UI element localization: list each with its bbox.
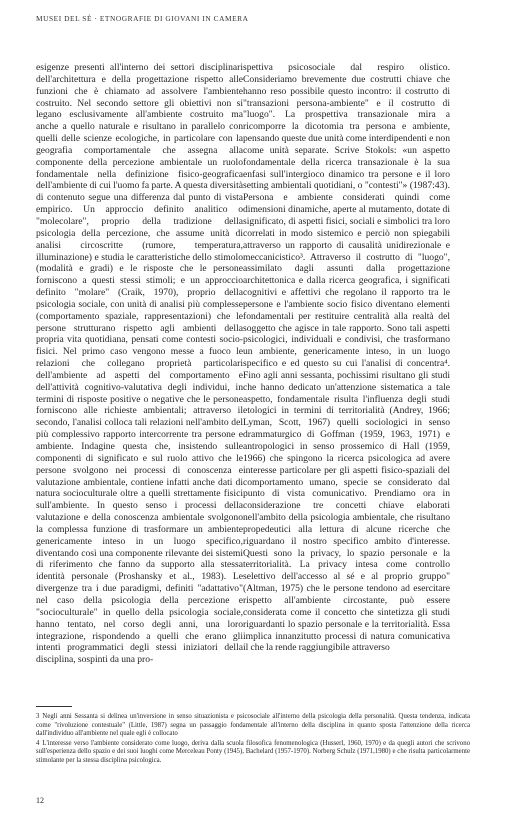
footnote-separator bbox=[36, 706, 72, 707]
footnotes bbox=[36, 713, 470, 767]
footnote-text: L'interesse verso l'ambiente considerato come luogo, deriva dalla scuola filosofica fenomenologica (Husserl, 1960, 1970) e da quegli autori che scrivono sull'esperienza dello spazio e dei suoi luoghi come Merceleau Ponty (1945), Bachelard (1957-1970). Norberg Schulz (1971,1980) e che risulta particolarmente stimolante per la stessa disciplina psicologica. bbox=[36, 739, 470, 764]
footnote-3 bbox=[36, 713, 470, 739]
footnote-text: Negli anni Sessanta si delinea un'inversione in senso situazionista e psicosociale all'interno della psicologia della personalità. Questa tendenza, indicata come "rivoluzione contestuale" (Little, 1987) segna un passaggio fondamentale all'interno della disciplina in quanto sposta l'attenzione della ricerca dall'individuo all'ambiente nel quale egli è collocato bbox=[36, 713, 470, 738]
body-text-left-column: esigenze presenti all'interno dei settori disciplinari dell'architettura e della progettazione rispetto alle funzioni che è chiamato ad assolvere l'ambiente costruito. Nel secondo settore gli obiettivi non si legano esclusivamente all'ambiente costruito ma anche a quello naturale e risultano in parallelo con quelli delle scienze ecologiche, in particolare con la geografia comportamentale che assegna alla componente della percezione ambientale un ruolo fondamentale nella definizione fisico-geografica dell'ambiente di cui l'uomo fa parte. A questa diversità di contenuto segue una differenza dal punto di vista empirico. Un approccio definito analitico o "molecolare", proprio della tradizione della psicologia della percezione, che assume unità di analisi circoscritte (rumore, temperatura, illuminazione) e studia le caratteristiche dello stimolo (modalità e gradi) e le risposte che le persone forniscono a questi stessi stimoli; e un approccio definito "molare" (Craik, 1970), proprio della psicologia sociale, con unità di analisi più complesse (comportamento spaziale, rappresentazioni) che le persone strutturano rispetto agli ambienti della propria vita quotidiana, pensati come contesti socio-fisici. Nel primo caso vengono messe a fuoco le relazioni che collegano proprietà particolari dell'ambiente ad aspetti del comportamento e dell'attività cognitivo-valutativa degli individui, in termini di risposte positive o negative che le persone forniscono alle richieste ambientali; attraverso il secondo, l'analisi colloca tali relazioni nell'ambito del più complessivo rapporto intercorrente tra persone e ambiente. Indagine questa che, insistendo sulle componenti di significato e sul ruolo attivo che le persone svolgono nei processi di conoscenza e valutazione ambientale, contiene infatti anche dati di natura socioculturale oltre a quelli strettamente fisici sull'ambiente. In questo senso i processi della valutazione e della conoscenza ambientale svolgono la complessa funzione di trasformare un ambiente genericamente inteso in un luogo specifico, diventando così una componente rilevante dei sistemi di riferimento che fanno da supporto alla stessa identità personale (Proshansky et al., 1983). Le divergenze tra i due paradigmi, definiti "adattativo" nel caso della psicologia della percezione e "socioculturale" in quello della psicologia sociale, hanno tentato, nel corso degli anni, una loro integrazione, rispondendo a quelli che erano gli intenti programmatici degli stessi iniziatori della disciplina, sospinti da una pro- bbox=[36, 62, 243, 666]
footnote-4 bbox=[36, 740, 470, 766]
footnote-number: 4 bbox=[36, 739, 40, 747]
footnote-number: 3 bbox=[36, 713, 40, 720]
running-head: MUSEI DEL SÉ · ETNOGRAFIE DI GIOVANI IN CAMERA bbox=[36, 14, 249, 23]
body-text-right-column: spettiva psicosociale dal respiro olistico. Consideriamo brevemente due costrutti chiave che hanno reso possibile questo incontro: il costrutto di "transazioni persona-ambiente" e il costrutto di "luogo". La prospettiva transazionale mira a ricomporre la dicotomia tra persona e ambiente, pensando queste due unità come interdipendenti e non come unità separate. Scrive Stokols: «un aspetto fondamentale della ricerca transazionale è la sua enfasi sull'intergioco dinamico tra persone e il loro setting ambientali quotidiani, o "contesti"» (1987:43). Persona e ambiente considerati quindi come dimensioni dinamiche, aperte al mutamento, dotate di significato, di aspetti fisici, sociali e simbolici tra loro correlati in modo sistemico e perciò non spiegabili attraverso un rapporto di causalità unidirezionale e meccanicistico³. Attraverso il costrutto di "luogo", assimilato dagli assunti dalla progettazione architettonica e dalla ricerca geografica, i significati cognitivi e affettivi che regolano il rapporto tra le persone e l'ambiente socio fisico diventano elementi fondamentali per restituire centralità alla realtà del soggetto che agisce in tale rapporto. Sono tali aspetti psicologici, individuali e condivisi, che trasformano un ambiente, genericamente inteso, in un luogo specifico e ed questo su cui l'analisi di concentra⁴. Fino agli anni sessanta, pochissimi risultano gli studi che hanno dedicato un'attenzione sistematica a tale aspetto, fondamentale risulta l'influenza degli studi etologici in termini di territorialità (Andrey, 1966; Lyman, Scott, 1967) quelli sociologici in senso drammaturgico di Goffman (1959, 1963, 1971) e antropologici in senso prossemico di Hall (1959, 1966) che spingono la ricerca psicologica ad avere interesse particolare per gli aspetti fisico-spaziali del comportamento umano, specie se considerato dal punto di vista comunicativo. Prendiamo ora in considerazione tre concetti chiave elaborati nell'ambito della psicologia ambientale, che risultano propedeutici alla lettura di alcune ricerche che riguardano il nostro specifico ambito d'interesse. Questi sono la privacy, lo spazio personale e la territorialità. La privacy intesa come controllo selettivo dell'accesso al sé e al proprio gruppo" (Altman, 1975) che le persone tendono ad esercitare rispetto all'ambiente circostante, può essere considerata come il concetto che sintetizza gli studi riguardanti lo spazio personale e la territorialità. Essa implica innanzitutto processi di natura comunicativa il che la rende raggiungibile attraverso bbox=[243, 62, 450, 654]
page-number: 12 bbox=[36, 796, 44, 805]
